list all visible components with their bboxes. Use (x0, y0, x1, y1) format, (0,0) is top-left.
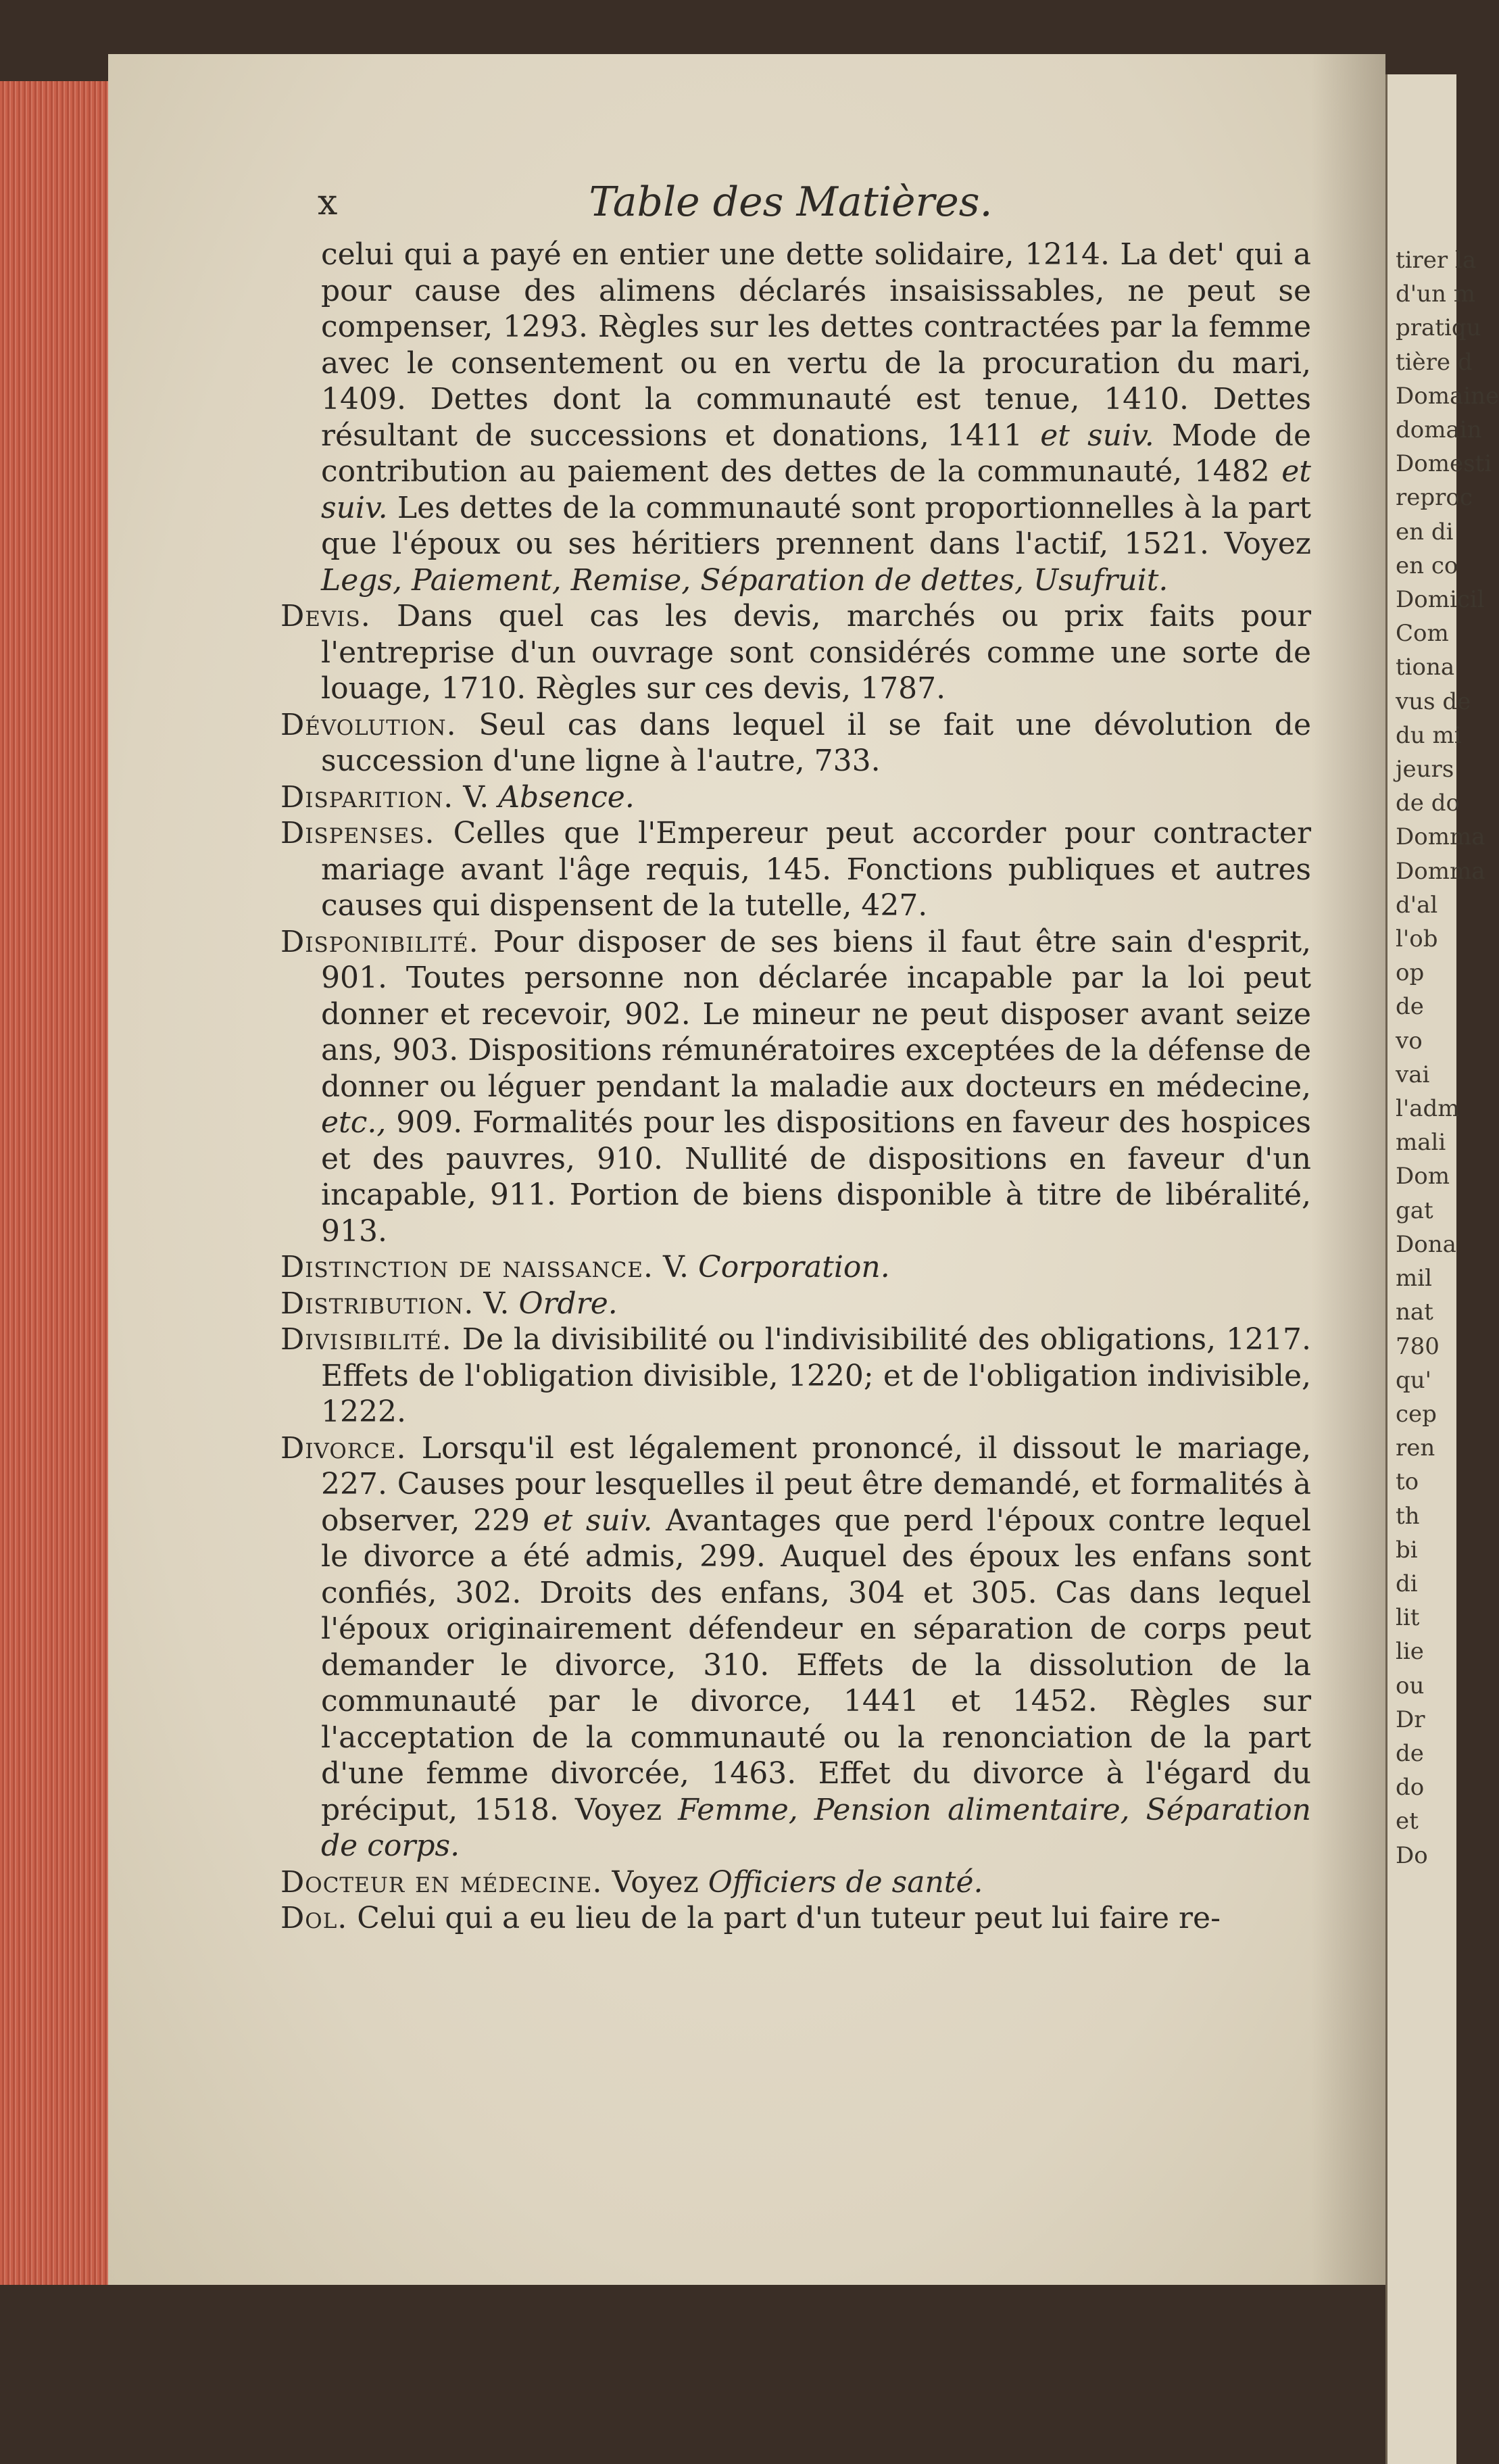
facing-page-fragment: reproc (1396, 484, 1473, 512)
index-entry (280, 779, 1311, 816)
facing-page-fragment: th (1396, 1502, 1420, 1530)
facing-page-fragment: du mi (1396, 721, 1462, 749)
facing-page-fragment: Domma (1396, 823, 1485, 851)
entry-headword: Distinction de naissance. (280, 1250, 654, 1284)
facing-page-fragment: mil (1396, 1265, 1432, 1293)
facing-page-edge (1385, 74, 1499, 2464)
index-entry (280, 1249, 1311, 1286)
cross-reference: etc., (321, 1105, 387, 1140)
facing-page-fragment: d'un m (1396, 281, 1475, 308)
facing-page-fragment: l'adm (1396, 1095, 1460, 1123)
facing-page-fragment: et (1396, 1808, 1419, 1835)
entry-text: V. (474, 1286, 519, 1321)
cross-reference: Absence. (498, 779, 635, 815)
facing-page-fragment: pratiqu (1396, 314, 1481, 342)
facing-page-fragment: de do (1396, 790, 1460, 817)
entry-text: Celui qui a eu lieu de la part d'un tuteur peut lui faire re- (347, 1901, 1221, 1935)
entry-text: De la divisibilité ou l'indivisibilité des obligations, 1217. Effets de l'obligation divisible, 1220; et de l'obligation indivisible, 1222. (321, 1322, 1311, 1429)
facing-page-fragment: nat (1396, 1299, 1433, 1326)
facing-page-fragment: cep (1396, 1400, 1437, 1428)
index-entry (280, 1430, 1311, 1864)
facing-page-fragment: Domma (1396, 857, 1485, 885)
facing-page-fragment: jeurs (1396, 756, 1454, 783)
facing-page-fragment: en co (1396, 552, 1458, 579)
index-entry (280, 924, 1311, 1250)
facing-page-fragment: 780 (1396, 1332, 1440, 1360)
entry-headword: Disponibilité. (280, 924, 479, 959)
page-header (318, 178, 1264, 237)
entry-text: Les dettes de la communauté sont proportionnelles à la part que l'époux ou ses héritiers prennent dans l'actif, 1521. Voyez (321, 490, 1311, 561)
entry-text: Seul cas dans lequel il se fait une dévolution de succession d'une ligne à l'autre, 733. (321, 707, 1311, 778)
entry-headword: Distribution. (280, 1286, 474, 1321)
entry-headword: Devis. (280, 599, 371, 633)
facing-page-fragment: vus de (1396, 687, 1471, 715)
entry-text: celui qui a payé en entier une dette solidaire, 1214. La det' qui a pour cause des alimens déclarés insaisissables, ne peut se compenser, 1293. Règles sur les dettes contractées par la femme avec le consentement ou en vertu de la procuration du mari, 1409. Dettes dont la communauté est tenue, 1410. Dettes résultant de successions et donations, 1411 (321, 237, 1311, 453)
facing-page-fragment: en di (1396, 518, 1454, 546)
cross-reference: Corporation. (698, 1250, 890, 1284)
index-entry (280, 1286, 1311, 1322)
entry-text: V. (453, 779, 499, 815)
entry-text: V. (653, 1250, 699, 1284)
entry-text: Mode de contribution au paiement des dettes de la communauté, 1482 (321, 418, 1311, 489)
cross-reference: Ordre. (518, 1286, 618, 1321)
facing-page-fragment: Dr (1396, 1706, 1425, 1733)
facing-page-fragment: ren (1396, 1434, 1435, 1462)
entry-text: Dans quel cas les devis, marchés ou prix faits pour l'entreprise d'un ouvrage sont considérés comme une sorte de louage, 1710. Règles sur ces devis, 1787. (321, 599, 1311, 706)
entry-text: Celles que l'Empereur peut accorder pour contracter mariage avant l'âge requis, 145. Fonctions publiques et autres causes qui dispensent de la tutelle, 427. (321, 816, 1311, 923)
facing-page-fragment: tiona (1396, 654, 1455, 681)
facing-page-fragment: di (1396, 1570, 1418, 1597)
facing-page-fragment: vai (1396, 1061, 1430, 1088)
facing-page-fragment: tière d (1396, 348, 1473, 376)
cross-reference: et suiv. (1040, 418, 1154, 453)
index-entry (280, 1864, 1311, 1901)
facing-page-fragment: gat (1396, 1197, 1433, 1224)
facing-page-fragment: Do (1396, 1841, 1428, 1869)
facing-page-fragment: Dom (1396, 1163, 1450, 1190)
entry-text: Avantages que perd l'époux contre lequel le divorce a été admis, 299. Auquel des époux les enfans sont confiés, 302. Droits des enfans, 304 et 305. Cas dans lequel l'époux originairement défendeur en séparation de corps peut demander le divorce, 310. Effets de la dissolution de la communauté par le divorce, 1441 et 1452. Règles sur l'acceptation de la communauté ou la renonciation de la part d'une femme divorcée, 1463. Effet du divorce à l'égard du préciput, 1518. Voyez (321, 1503, 1311, 1827)
facing-page-fragment: ou (1396, 1672, 1425, 1699)
index-entry (280, 598, 1311, 707)
entry-headword: Dispenses. (280, 816, 435, 850)
facing-page-fragment: lit (1396, 1604, 1420, 1632)
facing-page-fragment: vo (1396, 1027, 1423, 1055)
cross-reference: Legs, Paiement, Remise, Séparation de dettes, Usufruit. (321, 562, 1169, 598)
index-entry (280, 237, 1311, 598)
facing-page-fragment: Com (1396, 620, 1449, 648)
cross-reference: Officiers de santé. (708, 1864, 983, 1900)
index-entry (280, 1322, 1311, 1430)
facing-page-fragment: mali (1396, 1129, 1446, 1157)
index-entry (280, 707, 1311, 779)
facing-page-fragment: de (1396, 1739, 1424, 1767)
folio-number: x (318, 183, 339, 223)
facing-page-fragment: de (1396, 993, 1424, 1021)
facing-page-fragment: Domesti (1396, 450, 1492, 478)
entry-headword: Disparition. (280, 779, 454, 815)
index-entry (280, 1900, 1311, 1937)
page-edge-red (0, 81, 111, 2285)
index-entry (280, 815, 1311, 924)
facing-page-fragment: lie (1396, 1638, 1424, 1666)
facing-page-fragment: do (1396, 1774, 1425, 1802)
entry-text: Lorsqu'il est légalement prononcé, il dissout le mariage, 227. Causes pour lesquelles il peut être demandé, et formalités à observer, 229 (321, 1430, 1311, 1538)
facing-page-fragment: to (1396, 1468, 1419, 1496)
cross-reference: et suiv. (543, 1503, 653, 1538)
facing-page-fragment: domain (1396, 416, 1482, 444)
facing-page-fragment: Dona (1396, 1230, 1456, 1258)
facing-page-fragment: d'al (1396, 891, 1438, 919)
entry-headword: Dol. (280, 1901, 348, 1935)
cross-reference: Femme, Pension alimentaire, Séparation de corps. (321, 1792, 1311, 1863)
index-body (280, 237, 1311, 1937)
entry-text: 909. Formalités pour les dispositions en faveur des hospices et des pauvres, 910. Nullité de dispositions en faveur d'un incapable, 911. Portion de biens disponible à titre de libéralité, 913. (321, 1105, 1311, 1249)
facing-page-fragment: Domaine (1396, 382, 1499, 410)
entry-text: Pour disposer de ses biens il faut être sain d'esprit, 901. Toutes personne non déclarée incapable par la loi peut donner et recevoir, 902. Le mineur ne peut disposer avant seize ans, 903. Dispositions rémunératoires exceptées de la défense de donner ou léguer pendant la maladie aux docteurs en médecine, (321, 924, 1311, 1104)
gutter-shadow (1311, 54, 1385, 2285)
cross-reference: et suiv. (321, 454, 1311, 525)
facing-page-fragment: qu' (1396, 1366, 1432, 1394)
running-title: Table des Matières. (589, 178, 993, 226)
facing-page-fragment: Domicil (1396, 586, 1485, 614)
facing-page-fragment: tirer la (1396, 247, 1477, 274)
entry-headword: Dévolution. (280, 707, 457, 742)
facing-page-fragment: bi (1396, 1536, 1418, 1564)
entry-headword: Divisibilité. (280, 1322, 452, 1357)
facing-page-fragment: op (1396, 959, 1425, 987)
entry-headword: Divorce. (280, 1430, 407, 1466)
entry-headword: Docteur en médecine. (280, 1864, 603, 1900)
entry-text: Voyez (602, 1864, 708, 1900)
facing-page-fragment: l'ob (1396, 925, 1438, 953)
